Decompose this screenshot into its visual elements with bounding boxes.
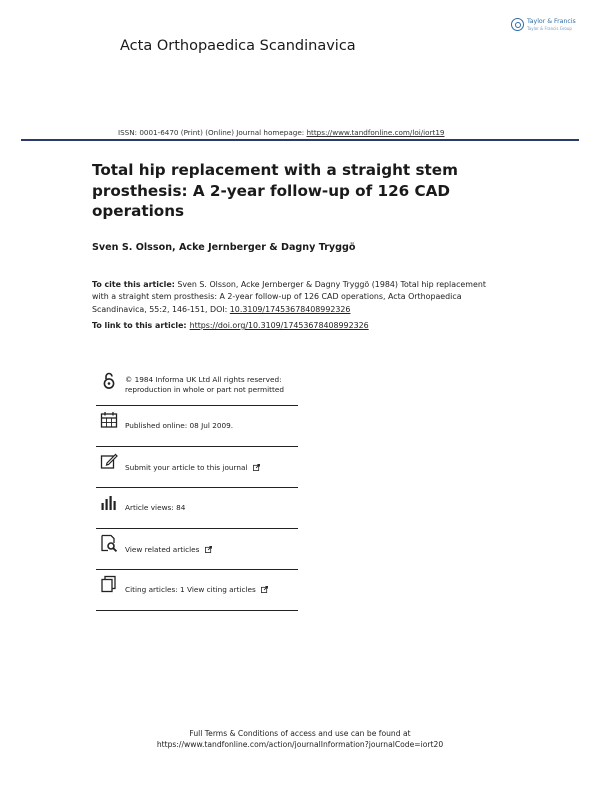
- edit-pencil-icon: [100, 452, 118, 470]
- published-text: Published online: 08 Jul 2009.: [125, 421, 234, 430]
- header-divider: [21, 139, 579, 141]
- copyright-text: [125, 375, 284, 395]
- calendar-icon: [100, 411, 118, 429]
- document-search-icon: [100, 534, 118, 552]
- article-doi-link[interactable]: https://doi.org/10.3109/17453678408992326: [189, 321, 369, 330]
- citing-row[interactable]: [96, 570, 298, 611]
- journal-homepage-link[interactable]: https://www.tandfonline.com/loi/iort19: [306, 128, 445, 137]
- issn-text: ISSN: 0001-6470 (Print) (Online) Journal homepage:: [118, 128, 307, 137]
- bar-chart-icon: [100, 494, 118, 512]
- copyright-row: [96, 365, 298, 406]
- logo-sub-text: Taylor & Francis Group: [527, 26, 572, 31]
- related-row[interactable]: [96, 529, 298, 570]
- publisher-logo[interactable]: [511, 16, 583, 38]
- link-label: To link to this article:: [92, 321, 187, 330]
- views-row: [96, 488, 298, 529]
- article-authors: Sven S. Olsson, Acke Jernberger & Dagny Tryggö: [92, 242, 356, 253]
- citation-text: Sven S. Olsson, Acke Jernberger & Dagny Tryggö (1984) Total hip replacement with a straight stem prosthesis: A 2-year follow-up of 126 CAD operations, Acta Orthopaedica Scandinavica, 55:2, 146-151, DOI:: [92, 280, 486, 314]
- footer-terms: [0, 728, 600, 750]
- article-info-list: [96, 365, 298, 611]
- citing-documents-icon: [100, 575, 118, 593]
- open-access-lock-icon: [100, 372, 118, 390]
- citing-text-wrap: [125, 585, 268, 595]
- external-link-icon: [205, 546, 212, 553]
- submit-row[interactable]: [96, 447, 298, 488]
- footer-journal-info-link[interactable]: https://www.tandfonline.com/action/journalInformation?journalCode=iort20: [156, 740, 444, 749]
- issn-line: [118, 128, 444, 137]
- submit-article-link[interactable]: Submit your article to this journal: [125, 463, 248, 472]
- logo-mark-icon: [511, 18, 524, 31]
- external-link-icon: [261, 586, 268, 593]
- article-title: Total hip replacement with a straight stem prosthesis: A 2-year follow-up of 126 CAD operations: [92, 161, 458, 220]
- citing-articles-link[interactable]: Citing articles: 1 View citing articles: [125, 585, 256, 594]
- related-text-wrap: [125, 545, 212, 555]
- views-text: Article views: 84: [125, 503, 186, 512]
- submit-text-wrap: [125, 463, 260, 473]
- published-row: [96, 406, 298, 447]
- citation-block: [92, 279, 502, 316]
- external-link-icon: [253, 464, 260, 471]
- footer-line-1: Full Terms & Conditions of access and use can be found at: [189, 729, 411, 738]
- related-articles-link[interactable]: View related articles: [125, 545, 200, 554]
- citation-doi-link[interactable]: 10.3109/17453678408992326: [229, 304, 351, 314]
- article-link-line: [92, 321, 369, 330]
- copyright-line-2: reproduction in whole or part not permitted: [125, 385, 285, 394]
- logo-brand-text: Taylor & Francis: [527, 18, 576, 25]
- copyright-line-1: © 1984 Informa UK Ltd All rights reserved:: [125, 375, 282, 384]
- journal-title: Acta Orthopaedica Scandinavica: [120, 38, 356, 54]
- citation-label: To cite this article:: [92, 280, 175, 289]
